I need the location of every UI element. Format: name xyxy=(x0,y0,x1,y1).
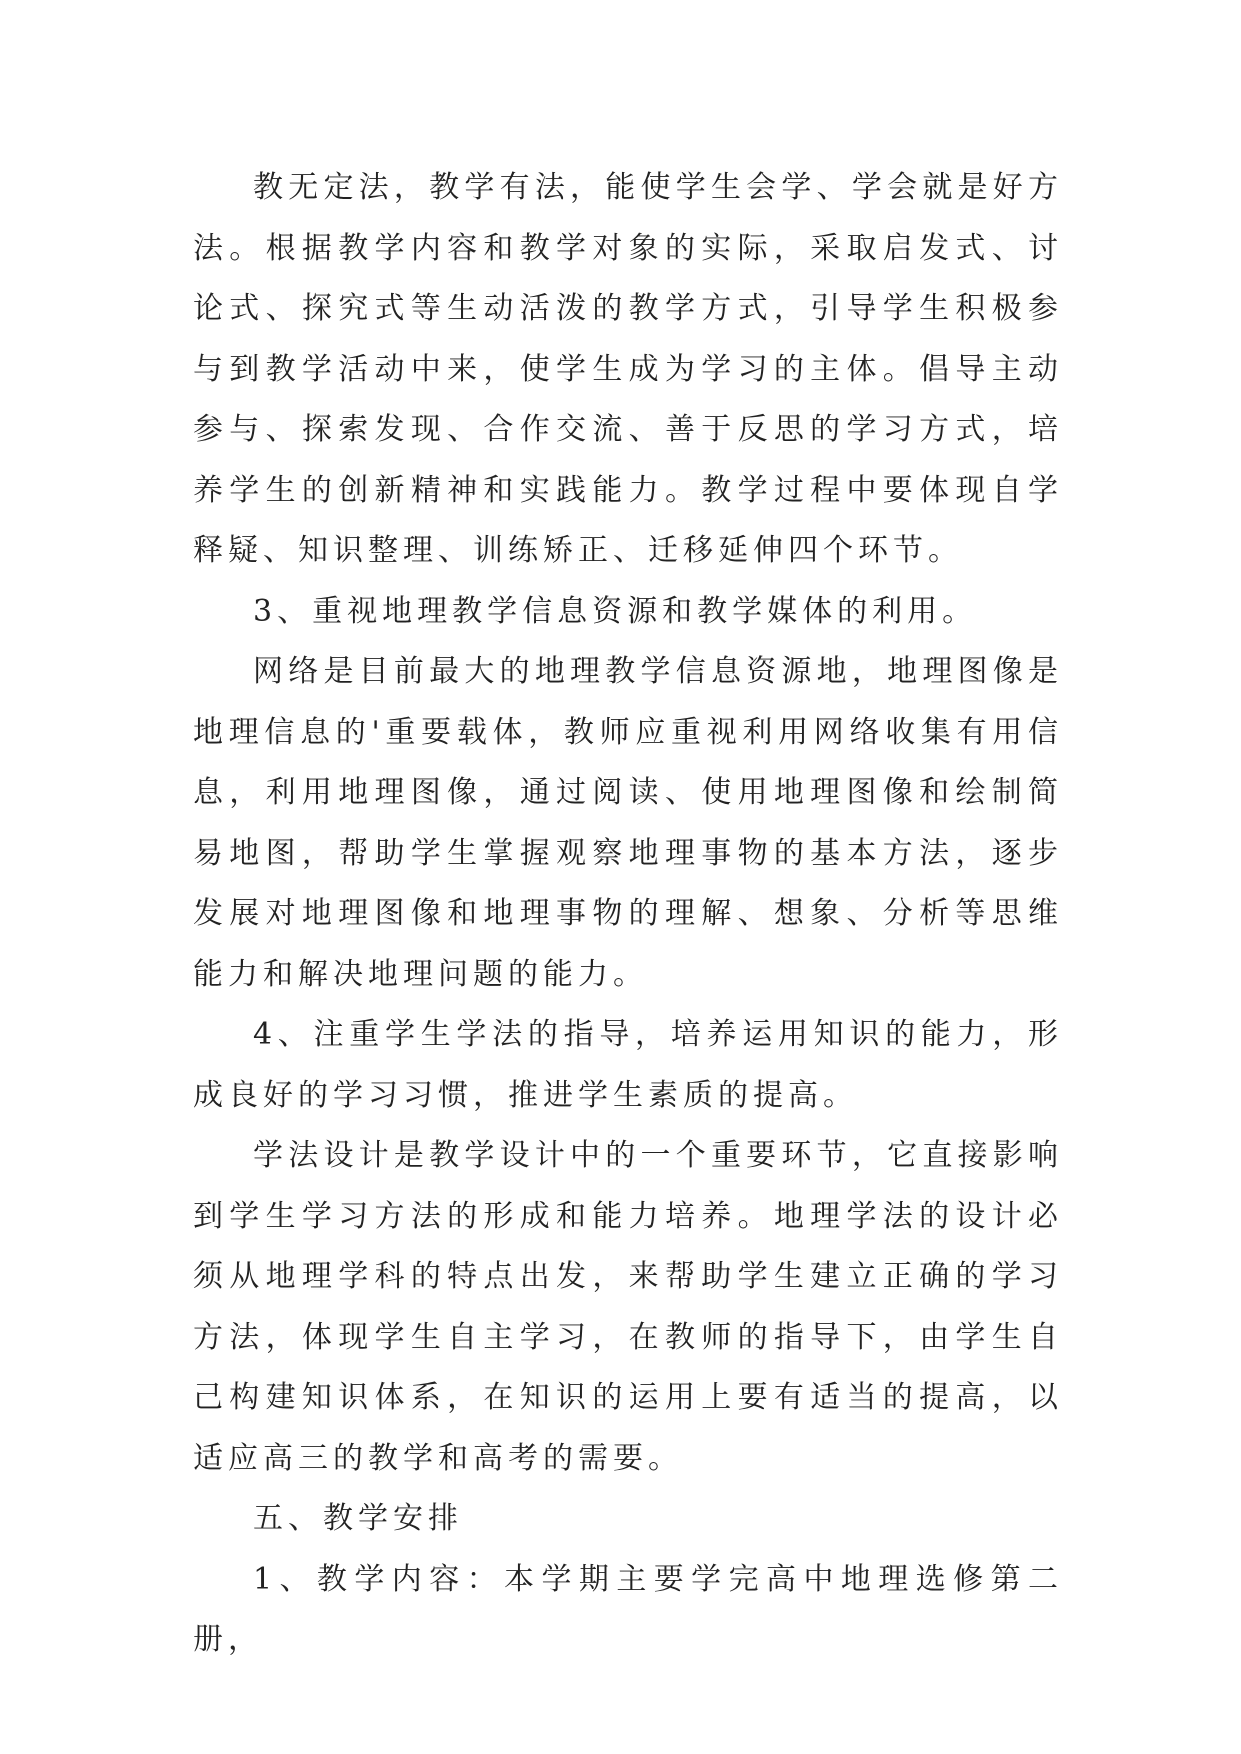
paragraph-network-resources: 网络是目前最大的地理教学信息资源地，地理图像是地理信息的'重要载体，教师应重视利用网络收集有用信息，利用地理图像，通过阅读、使用地理图像和绘制简易地图，帮助学生掌握观察地理事物的基本方法，逐步发展对地理图像和地理事物的理解、想象、分析等思维能力和解决地理问题的能力。 xyxy=(193,654,1063,992)
paragraph-teaching-content: 1、教学内容：本学期主要学完高中地理选修第二册， xyxy=(193,1561,1063,1657)
paragraph-item-3-heading: 3、重视地理教学信息资源和教学媒体的利用。 xyxy=(253,593,978,629)
document-body xyxy=(193,158,1063,1671)
paragraph-learning-method-design: 学法设计是教学设计中的一个重要环节，它直接影响到学生学习方法的形成和能力培养。地理学法的设计必须从地理学科的特点出发，来帮助学生建立正确的学习方法，体现学生自主学习，在教师的指导下，由学生自己构建知识体系，在知识的运用上要有适当的提高，以适应高三的教学和高考的需要。 xyxy=(193,1138,1063,1476)
section-heading-teaching-arrangement: 五、教学安排 xyxy=(253,1501,463,1536)
paragraph-teaching-methods: 教无定法，教学有法，能使学生会学、学会就是好方法。根据教学内容和教学对象的实际，采取启发式、讨论式、探究式等生动活泼的教学方式，引导学生积极参与到教学活动中来，使学生成为学习的主体。倡导主动参与、探索发现、合作交流、善于反思的学习方式，培养学生的创新精神和实践能力。教学过程中要体现自学释疑、知识整理、训练矫正、迁移延伸四个环节。 xyxy=(193,170,1063,568)
paragraph-item-4-heading: 4、注重学生学法的指导，培养运用知识的能力，形成良好的学习习惯，推进学生素质的提高。 xyxy=(193,1017,1063,1113)
